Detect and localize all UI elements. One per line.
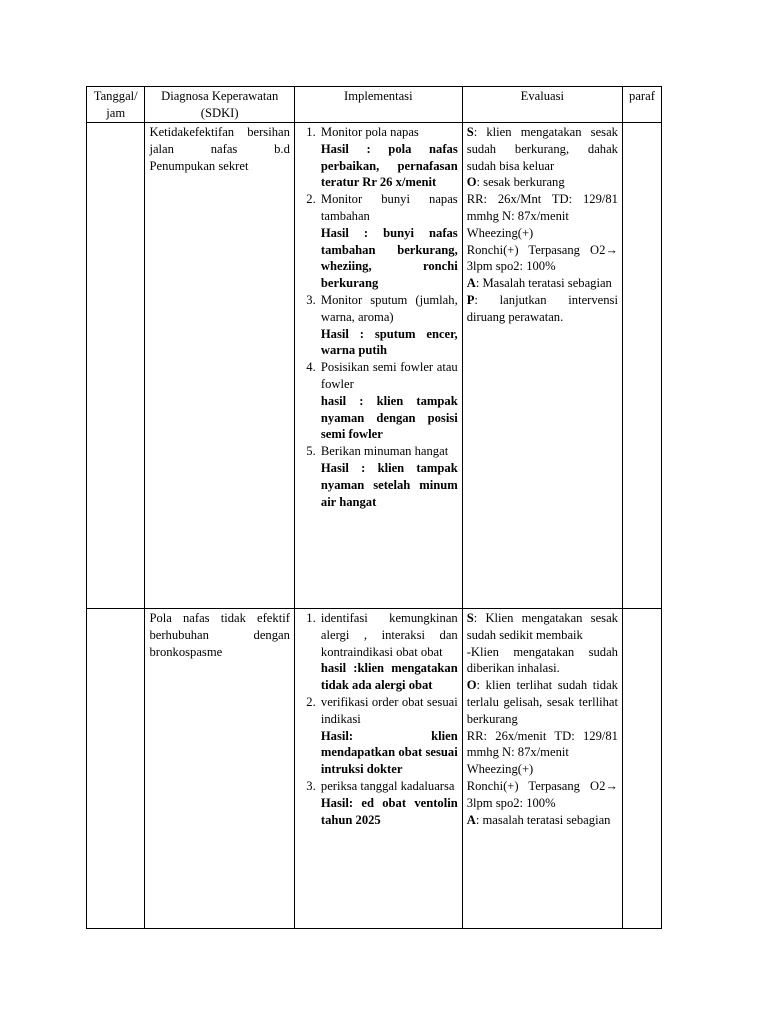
table-row — [87, 123, 662, 609]
hasil-text: hasil :klien mengatakan tidak ada alergi obat — [320, 661, 458, 693]
hasil-text: Hasil : bunyi nafas tambahan berkurang, wheziing, ronchi berkurang — [320, 225, 458, 291]
tindakan-text: 3. Monitor sputum (jumlah, warna, aroma) — [320, 292, 458, 324]
evaluasi-cell — [462, 609, 622, 929]
evaluasi-text: : Masalah teratasi sebagian — [475, 276, 612, 291]
header-diagnosa: Diagnosa Keperawatan (SDKI) — [145, 87, 294, 123]
tindakan-text: 5. Berikan minuman hangat — [320, 444, 449, 459]
evaluasi-line — [467, 124, 618, 174]
tindakan-text: 1. identifasi kemungkinan alergi , interaksi dan kontraindikasi obat obat — [320, 611, 458, 659]
soap-label: O — [466, 175, 477, 190]
evaluasi-text: -Klien mengatakan sudah diberikan inhalasi. — [466, 644, 618, 676]
implementasi-item — [319, 694, 458, 778]
implementasi-item — [319, 124, 458, 191]
paraf-cell — [622, 123, 661, 609]
evaluasi-text: : Klien mengatakan sesak sudah sedikit membaik — [466, 611, 618, 642]
evaluasi-line — [467, 644, 618, 678]
tindakan-text: 2. verifikasi order obat sesuai indikasi — [320, 694, 458, 726]
evaluasi-line — [467, 191, 618, 225]
soap-label: S — [466, 125, 474, 139]
hasil-text: Hasil : pola nafas perbaikan, pernafasan teratur Rr 26 x/menit — [320, 141, 458, 190]
hasil-text: Hasil: ed obat ventolin tahun 2025 — [320, 795, 458, 827]
evaluasi-text: : klien terlihat sudah tidak terlalu gelisah, sesak terllihat berkurang — [466, 678, 618, 726]
evaluasi-cell — [462, 123, 622, 609]
evaluasi-line — [467, 275, 618, 292]
evaluasi-line — [467, 174, 618, 191]
hasil-text: Hasil: klien mendapatkan obat sesuai intruksi dokter — [320, 728, 458, 777]
evaluasi-line — [467, 677, 618, 727]
implementasi-cell — [294, 123, 462, 609]
implementasi-item — [319, 292, 458, 359]
evaluasi-text: : masalah teratasi sebagian — [475, 812, 611, 827]
soap-label: O — [466, 678, 477, 693]
tindakan-text: 4. Posisikan semi fowler atau fowler — [320, 360, 458, 391]
diagnosa-cell: Ketidakefektifan bersihan jalan nafas b.d Penumpukan sekret — [145, 123, 294, 609]
soap-label: P — [466, 292, 475, 307]
table-row — [87, 609, 662, 929]
soap-label: S — [466, 611, 474, 625]
evaluasi-text: RR: 26x/menit TD: 129/81 mmhg N: 87x/menit — [466, 728, 618, 760]
nursing-care-table — [86, 86, 662, 929]
evaluasi-line — [467, 812, 618, 829]
header-evaluasi: Evaluasi — [462, 87, 622, 123]
hasil-text: hasil : klien tampak nyaman dengan posisi semi fowler — [320, 393, 458, 442]
implementasi-item — [319, 443, 458, 510]
soap-label: A — [466, 276, 476, 291]
evaluasi-text: : lanjutkan intervensi diruang perawatan. — [466, 292, 618, 324]
implementasi-item — [319, 778, 458, 828]
implementasi-item — [319, 359, 458, 443]
evaluasi-line — [467, 761, 618, 778]
implementasi-item — [319, 191, 458, 292]
soap-label: A — [466, 812, 476, 827]
hasil-text: Hasil : klien tampak nyaman setelah minum air hangat — [320, 460, 458, 509]
tindakan-text: 1. Monitor pola napas — [320, 125, 419, 139]
evaluasi-line — [467, 242, 618, 276]
evaluasi-text: RR: 26x/Mnt TD: 129/81 mmhg N: 87x/menit — [466, 192, 618, 223]
evaluasi-text: : klien mengatakan sesak sudah berkurang, dahak sudah bisa keluar — [466, 125, 618, 173]
implementasi-list — [299, 610, 458, 828]
evaluasi-line — [467, 610, 618, 644]
evaluasi-text: Ronchi(+) Terpasang O2→ 3lpm spo2: 100% — [466, 778, 618, 810]
evaluasi-text: Wheezing(+) — [466, 762, 534, 777]
tindakan-text: 3. periksa tanggal kadaluarsa — [320, 778, 455, 793]
header-implementasi: Implementasi — [294, 87, 462, 123]
evaluasi-line — [467, 728, 618, 762]
paraf-cell — [622, 609, 661, 929]
implementasi-item — [319, 610, 458, 694]
header-paraf: paraf — [622, 87, 661, 123]
tanggal-cell — [87, 609, 145, 929]
header-tanggal: Tanggal/ jam — [87, 87, 145, 123]
hasil-text: Hasil : sputum encer, warna putih — [320, 326, 458, 358]
evaluasi-text: Ronchi(+) Terpasang O2→ 3lpm spo2: 100% — [466, 242, 618, 274]
tindakan-text: 2. Monitor bunyi napas tambahan — [320, 192, 458, 223]
tanggal-cell — [87, 123, 145, 609]
evaluasi-line — [467, 292, 618, 326]
evaluasi-text: : sesak berkurang — [476, 175, 565, 190]
table-header-row — [87, 87, 662, 123]
evaluasi-line — [467, 778, 618, 812]
evaluasi-line — [467, 225, 618, 242]
diagnosa-cell: Pola nafas tidak efektif berhubuhan dengan bronkospasme — [145, 609, 294, 929]
implementasi-cell — [294, 609, 462, 929]
implementasi-list — [299, 124, 458, 510]
evaluasi-text: Wheezing(+) — [466, 225, 534, 240]
